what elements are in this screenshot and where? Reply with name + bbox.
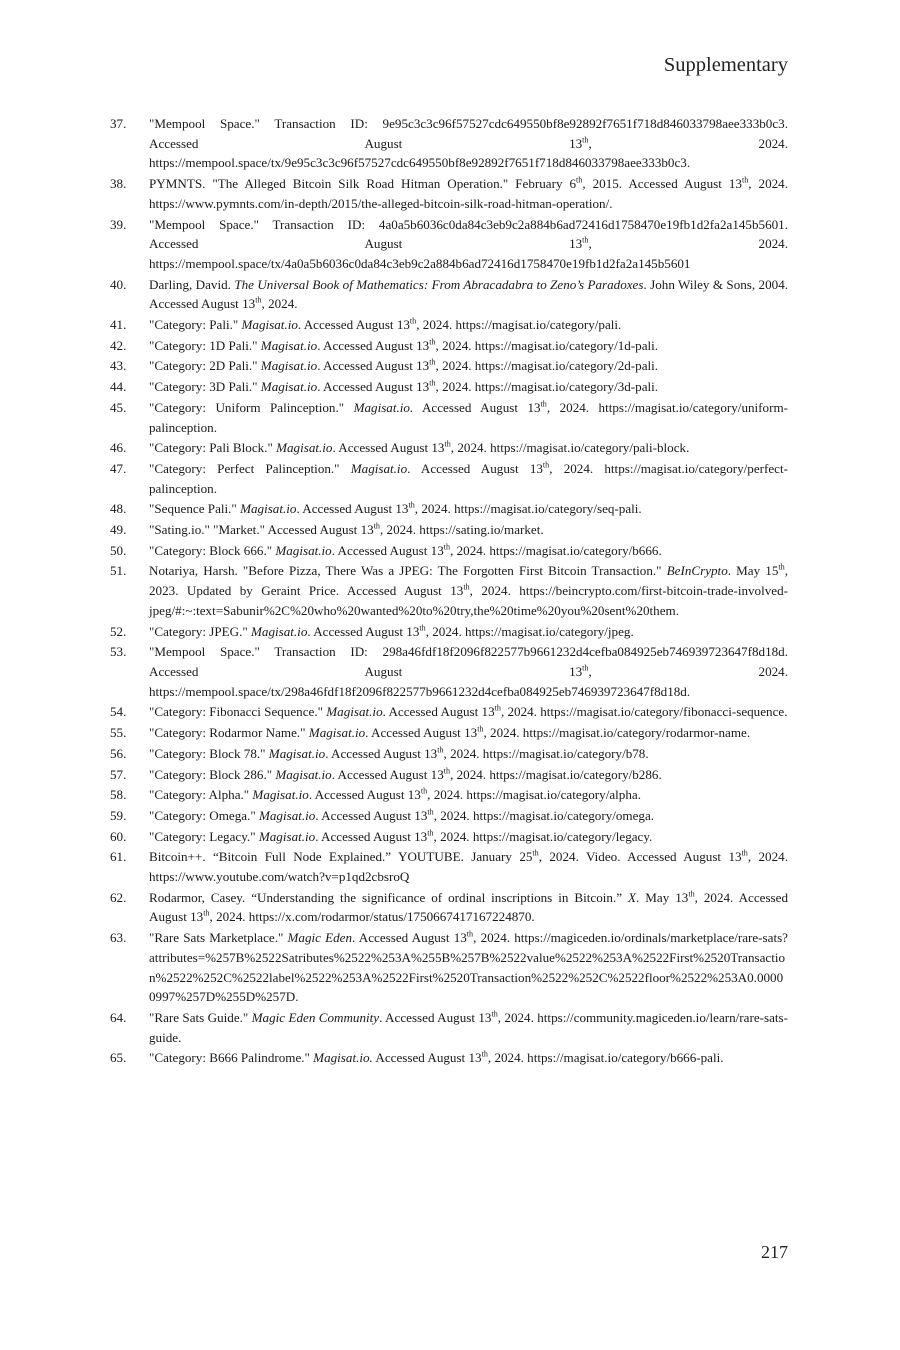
reference-number: 45. <box>110 399 127 415</box>
reference-item <box>110 1008 788 1047</box>
reference-item <box>110 888 788 927</box>
reference-item <box>110 174 788 213</box>
reference-segment: "Category: Uniform Palinception." <box>149 399 354 415</box>
source-title: Magisat.io <box>250 623 308 639</box>
reference-text <box>149 275 788 314</box>
source-title: Magisat.io <box>308 725 366 741</box>
reference-number: 46. <box>110 440 127 456</box>
reference-segment: , 2024. Accessed August 13 <box>149 889 789 925</box>
reference-segment: , 2015. Accessed August 13 <box>582 176 742 192</box>
ordinal-suffix: th <box>427 828 434 838</box>
reference-number: 37. <box>110 116 127 131</box>
reference-segment: , 2024. https://magiceden.io/ordinals/marketplace/rare-sats?attributes=%257B%2522Satributes%2522%253A%255B%257B%2522value%2522%253A%2522First%2520Transaction%2522%252C%2522label%2522%253A%2522First%2520Transaction%2522%252C%2522floor%2522%253A0.00000997%257D%255D%257D. <box>149 930 788 1005</box>
ordinal-suffix: th <box>688 889 695 899</box>
reference-segment: , 2024. https://magisat.io/category/2d-pali. <box>435 358 659 374</box>
reference-segment: , 2024. https://magisat.io/category/jpeg. <box>425 623 634 639</box>
reference-list <box>110 114 788 1069</box>
reference-segment: "Category: Block 666." <box>149 542 276 558</box>
reference-segment: , 2024. https://mempool.space/tx/298a46fdf18f2096f822577b9661232d4cefba084925eb746939723647f8d18d. <box>149 663 788 699</box>
ordinal-suffix: th <box>429 337 436 347</box>
reference-segment: . Accessed August 13 <box>317 379 430 395</box>
reference-segment: , 2024. Video. Accessed August 13 <box>538 849 742 865</box>
reference-segment: , 2024. https://magisat.io/category/3d-pali. <box>435 379 659 395</box>
ordinal-suffix: th <box>540 399 547 409</box>
reference-segment: "Category: Omega." <box>149 807 259 823</box>
reference-segment: "Category: Rodarmor Name." <box>149 725 309 741</box>
reference-segment: "Mempool Space." Transaction ID: 4a0a5b6036c0da84c3eb9c2a884b6ad72416d1758470e19fb1d2fa2a145b5601. Accessed August 13 <box>149 216 788 252</box>
page-number: 217 <box>761 1242 788 1262</box>
reference-segment: Accessed August 13 <box>372 1050 482 1066</box>
ordinal-suffix: th <box>741 848 748 858</box>
reference-segment: . Accessed August 13 <box>331 766 444 782</box>
reference-text <box>149 541 788 561</box>
reference-segment: , 2024. https://magisat.io/category/uniform-palinception. <box>149 399 788 435</box>
reference-segment: , 2024. https://www.pymnts.com/in-depth/2015/the-alleged-bitcoin-silk-road-hitman-operation/. <box>149 176 789 211</box>
reference-number: 64. <box>110 1009 127 1025</box>
reference-number: 59. <box>110 807 127 823</box>
source-title: Magisat.io <box>275 766 332 782</box>
source-title: Magisat.io <box>276 440 333 456</box>
reference-segment: . Accessed August 13 <box>325 745 438 761</box>
reference-segment: . Accessed August 13 <box>379 1009 492 1025</box>
reference-number: 61. <box>110 849 127 865</box>
reference-segment: , 2024. https://sating.io/market. <box>379 522 544 538</box>
reference-segment: , 2024. https://magisat.io/category/rodarmor-name. <box>483 725 751 741</box>
ordinal-suffix: th <box>203 909 210 919</box>
reference-item <box>110 806 788 826</box>
reference-text <box>149 398 788 437</box>
reference-item <box>110 114 788 173</box>
reference-number: 48. <box>110 501 127 517</box>
source-title: Magisat.io <box>268 745 326 761</box>
reference-segment: "Category: 2D Pali." <box>149 358 261 374</box>
reference-item <box>110 642 788 701</box>
source-title: Magic Eden <box>287 930 353 946</box>
reference-text <box>149 215 788 274</box>
ordinal-suffix: th <box>532 848 539 858</box>
reference-segment: . May 15 <box>727 563 779 579</box>
reference-number: 54. <box>110 704 127 720</box>
reference-number: 39. <box>110 216 127 232</box>
reference-item <box>110 827 788 847</box>
reference-number: 55. <box>110 725 127 741</box>
ordinal-suffix: th <box>582 663 589 673</box>
source-title: Magisat.io <box>326 704 383 720</box>
reference-segment: "Category: 3D Pali." <box>149 379 261 395</box>
reference-segment: , 2024. https://mempool.space/tx/9e95c3c3c96f57527cdc649550bf8e92892f7651f718d846033798aee333b0c3. <box>149 135 788 171</box>
ordinal-suffix: th <box>477 724 484 734</box>
reference-number: 52. <box>110 623 127 639</box>
reference-item <box>110 1048 788 1068</box>
ordinal-suffix: th <box>420 786 428 796</box>
reference-text <box>149 928 788 1007</box>
source-title: Magisat.io <box>252 787 309 803</box>
reference-segment: "Rare Sats Guide." <box>149 1009 252 1025</box>
reference-item <box>110 541 788 561</box>
reference-segment: "Category: Block 78." <box>149 745 269 761</box>
ordinal-suffix: th <box>255 295 262 305</box>
reference-number: 44. <box>110 379 127 395</box>
reference-segment: Darling, David. <box>149 276 235 292</box>
reference-number: 62. <box>110 889 127 905</box>
ordinal-suffix: th <box>427 807 434 817</box>
reference-text <box>149 1048 788 1068</box>
reference-text <box>149 847 788 886</box>
reference-text <box>149 1008 788 1047</box>
reference-segment: , 2024. https://magisat.io/category/1d-pali. <box>435 337 659 353</box>
reference-segment: "Sequence Pali." <box>149 501 241 517</box>
reference-text <box>149 520 788 540</box>
reference-number: 65. <box>110 1050 127 1066</box>
source-title: Magisat.io <box>260 337 318 353</box>
reference-segment: , 2024. https://magisat.io/category/b78. <box>443 745 649 761</box>
reference-item <box>110 459 788 498</box>
reference-segment: "Category: Alpha." <box>149 787 253 803</box>
reference-segment: "Sating.io." "Market." Accessed August 13 <box>149 522 374 538</box>
reference-segment: Rodarmor, Casey. “Understanding the significance of ordinal inscriptions in Bitcoin.” <box>149 889 628 905</box>
reference-item <box>110 561 788 620</box>
reference-item <box>110 928 788 1007</box>
reference-item <box>110 215 788 274</box>
reference-item <box>110 520 788 540</box>
reference-segment: , 2024. https://magisat.io/category/b666-pali. <box>487 1050 724 1066</box>
reference-text <box>149 702 788 722</box>
reference-segment: "Rare Sats Marketplace." <box>149 930 288 946</box>
reference-segment: . Accessed August 13 <box>315 807 428 823</box>
reference-number: 57. <box>110 766 127 782</box>
source-title: The Universal Book of Mathematics: From Abracadabra to Zeno’s Paradoxes <box>234 276 644 292</box>
reference-segment: , 2024. https://magisat.io/category/pali. <box>416 317 622 333</box>
reference-number: 42. <box>110 337 127 353</box>
reference-segment: "Category: 1D Pali." <box>149 337 261 353</box>
reference-segment: "Mempool Space." Transaction ID: 9e95c3c3c96f57527cdc649550bf8e92892f7651f718d846033798aee333b0c3. Accessed August 13 <box>149 116 788 151</box>
source-title: Magisat.io <box>350 460 408 476</box>
reference-segment: , 2024. https://magisat.io/category/legacy. <box>433 828 653 844</box>
reference-text <box>149 744 788 764</box>
reference-text <box>149 315 788 335</box>
ordinal-suffix: th <box>463 582 470 592</box>
reference-number: 51. <box>110 563 127 579</box>
ordinal-suffix: th <box>582 235 589 245</box>
reference-item <box>110 438 788 458</box>
reference-segment: . Accessed August 13 <box>407 460 543 476</box>
reference-item <box>110 744 788 764</box>
ordinal-suffix: th <box>494 704 501 714</box>
reference-text <box>149 561 788 620</box>
reference-segment: . Accessed August 13 <box>317 358 430 374</box>
reference-segment: , 2024. https://magisat.io/category/alpha. <box>427 787 641 803</box>
reference-text <box>149 377 788 397</box>
reference-item <box>110 765 788 785</box>
reference-segment: "Mempool Space." Transaction ID: 298a46fdf18f2096f822577b9661232d4cefba084925eb746939723647f8d18d. Accessed August 13 <box>149 644 788 679</box>
reference-text <box>149 723 788 743</box>
reference-segment: . Accessed August 13 <box>315 828 428 844</box>
reference-number: 50. <box>110 542 127 558</box>
reference-item <box>110 315 788 335</box>
reference-text <box>149 642 788 701</box>
reference-segment: , 2024. https://x.com/rodarmor/status/1750667417167224870. <box>209 909 535 925</box>
ordinal-suffix: th <box>466 929 474 939</box>
reference-number: 53. <box>110 644 127 660</box>
reference-segment: , 2024. https://magisat.io/category/omega. <box>433 807 655 823</box>
ordinal-suffix: th <box>481 1049 488 1059</box>
reference-segment: "Category: B666 Palindrome." <box>149 1050 314 1066</box>
reference-segment: "Category: Pali." <box>149 317 242 333</box>
reference-segment: . Accessed August 13 <box>365 725 478 741</box>
reference-segment: , 2024. https://magisat.io/category/fibonacci-sequence. <box>500 704 788 720</box>
source-title: Magisat.io <box>275 542 332 558</box>
reference-segment: "Category: Pali Block." <box>149 440 277 456</box>
reference-segment: . Accessed August 13 <box>331 542 444 558</box>
ordinal-suffix: th <box>437 745 444 755</box>
reference-text <box>149 827 788 847</box>
ordinal-suffix: th <box>582 135 589 145</box>
reference-text <box>149 174 788 213</box>
reference-segment: , 2024. https://mempool.space/tx/4a0a5b6036c0da84c3eb9c2a884b6ad72416d1758470e19fb1d2fa2a145b5601 <box>149 236 788 271</box>
reference-segment: Notariya, Harsh. "Before Pizza, There Was a JPEG: The Forgotten First Bitcoin Transaction." <box>149 563 667 579</box>
reference-item <box>110 377 788 397</box>
source-title: Magisat.io <box>258 828 316 844</box>
reference-segment: , 2023. Updated by Geraint Price. Accessed August 13 <box>149 563 788 599</box>
reference-number: 47. <box>110 460 127 476</box>
reference-segment: , 2024. https://community.magiceden.io/learn/rare-sats-guide. <box>149 1009 789 1045</box>
reference-segment: Bitcoin++. “Bitcoin Full Node Explained.” YOUTUBE. January 25 <box>149 849 533 865</box>
source-title: Magisat.io <box>241 317 298 333</box>
reference-item <box>110 847 788 886</box>
reference-segment: . Accessed August 13 <box>307 623 420 639</box>
reference-text <box>149 806 788 826</box>
reference-number: 56. <box>110 745 127 761</box>
reference-item <box>110 275 788 314</box>
reference-segment: . Accessed August 13 <box>352 930 467 946</box>
source-title: Magisat.io <box>258 807 316 823</box>
reference-segment: , 2024. https://beincrypto.com/first-bitcoin-trade-involved-jpeg/#:~:text=Sabunir%2C%20who%20wanted%20to%20try,the%20time%20you%20sent%20them. <box>149 583 789 618</box>
reference-segment: , 2024. https://magisat.io/category/pali-block. <box>450 440 690 456</box>
reference-segment: . John Wiley & Sons, 2004. Accessed August 13 <box>149 276 789 312</box>
reference-text <box>149 459 788 498</box>
reference-item <box>110 785 788 805</box>
reference-segment: "Category: Fibonacci Sequence." <box>149 704 327 720</box>
ordinal-suffix: th <box>408 501 415 510</box>
reference-number: 41. <box>110 317 127 333</box>
reference-text <box>149 622 788 642</box>
reference-item <box>110 622 788 642</box>
reference-item <box>110 723 788 743</box>
source-title: Magisat.io. <box>313 1050 373 1066</box>
reference-segment: . Accessed August 13 <box>382 704 495 720</box>
ordinal-suffix: th <box>576 175 583 185</box>
reference-segment: , 2024. https://magisat.io/category/perfect-palinception. <box>149 460 788 496</box>
reference-text <box>149 888 788 927</box>
reference-text <box>149 336 788 356</box>
source-title: Magisat.io <box>260 358 318 374</box>
ordinal-suffix: th <box>491 1009 498 1019</box>
reference-number: 40. <box>110 276 127 292</box>
reference-number: 43. <box>110 358 127 374</box>
ordinal-suffix: th <box>444 439 451 449</box>
ordinal-suffix: th <box>443 542 451 552</box>
reference-text <box>149 438 788 458</box>
reference-text <box>149 114 788 173</box>
reference-number: 38. <box>110 176 127 192</box>
reference-text <box>149 765 788 785</box>
source-title: BeInCrypto <box>666 563 728 579</box>
reference-segment: "Category: Legacy." <box>149 828 259 844</box>
reference-item <box>110 702 788 722</box>
reference-segment: , 2024. https://magisat.io/category/b666. <box>450 542 662 558</box>
source-title: X <box>628 889 636 905</box>
source-title: Magisat.io <box>240 501 297 517</box>
reference-segment: , 2024. <box>261 296 298 312</box>
source-title: Magic Eden Community <box>251 1009 380 1025</box>
reference-segment: "Category: Block 286." <box>149 766 276 782</box>
reference-number: 58. <box>110 787 127 803</box>
reference-text <box>149 785 788 805</box>
reference-segment: . Accessed August 13 <box>308 787 421 803</box>
ordinal-suffix: th <box>443 766 451 776</box>
reference-item <box>110 356 788 376</box>
reference-item <box>110 398 788 437</box>
ordinal-suffix: th <box>373 521 380 531</box>
ordinal-suffix: th <box>429 378 436 388</box>
reference-segment: . May 13 <box>636 889 689 905</box>
ordinal-suffix: th <box>741 175 749 185</box>
reference-item <box>110 499 788 519</box>
source-title: Magisat.io <box>260 379 318 395</box>
reference-number: 49. <box>110 522 127 538</box>
ordinal-suffix: th <box>419 623 426 633</box>
reference-segment: PYMNTS. "The Alleged Bitcoin Silk Road Hitman Operation." February 6 <box>149 176 577 192</box>
reference-segment: . Accessed August 13 <box>296 501 409 517</box>
reference-segment: , 2024. https://magisat.io/category/b286. <box>450 766 662 782</box>
reference-segment: . Accessed August 13 <box>297 317 410 333</box>
ordinal-suffix: th <box>778 563 785 573</box>
reference-segment: , 2024. https://www.youtube.com/watch?v=p1qd2cbsroQ <box>149 849 788 885</box>
reference-number: 60. <box>110 828 127 844</box>
running-header: Supplementary <box>663 54 788 76</box>
reference-segment: . Accessed August 13 <box>317 337 430 353</box>
ordinal-suffix: th <box>429 358 436 368</box>
reference-text <box>149 499 788 519</box>
reference-segment: . Accessed August 13 <box>332 440 445 456</box>
source-title: Magisat.io. <box>353 399 414 415</box>
reference-segment: "Category: Perfect Palinception." <box>149 460 351 476</box>
reference-item <box>110 336 788 356</box>
reference-text <box>149 356 788 376</box>
ordinal-suffix: th <box>409 316 417 326</box>
ordinal-suffix: th <box>542 460 550 470</box>
reference-segment: , 2024. https://magisat.io/category/seq-pali. <box>414 501 642 517</box>
reference-segment: "Category: JPEG." <box>149 623 251 639</box>
reference-segment: Accessed August 13 <box>413 399 541 415</box>
reference-number: 63. <box>110 930 127 946</box>
